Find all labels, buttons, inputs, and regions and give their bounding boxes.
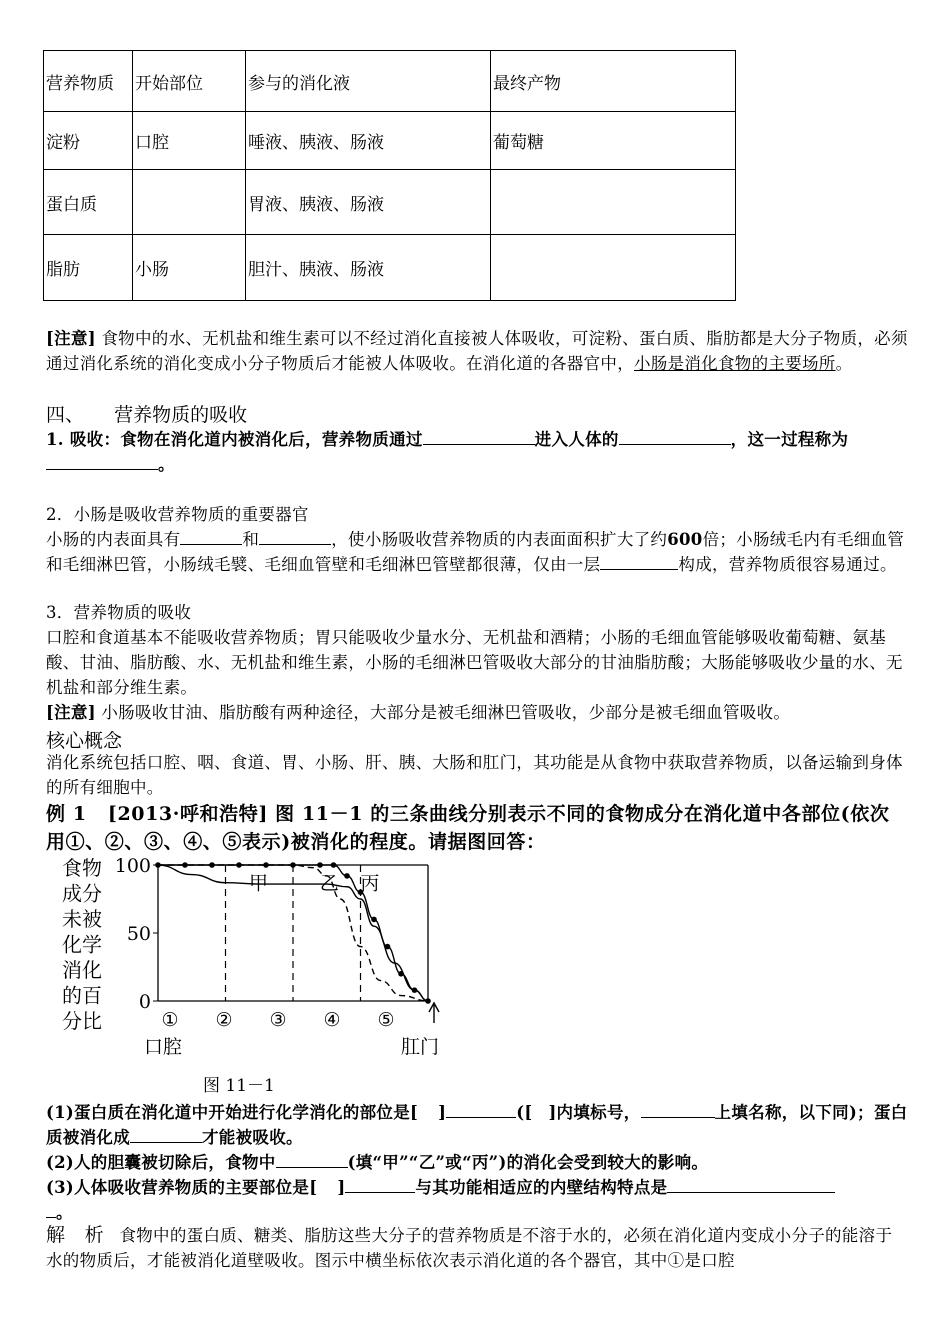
table-header: 营养物质 [44,51,133,112]
answer-blank [130,1126,202,1143]
q1-text-c: ([ [516,1103,533,1122]
item2-text-e: 构成，营养物质很容易通过。 [678,555,897,574]
chart-caption: 图 11－1 [203,1076,275,1096]
question-2 [46,1150,908,1175]
item2-text-c: ，使小肠吸收营养物质的内表面面积扩大了约 [331,530,668,549]
table-header-row [44,51,736,112]
note-tag: [注意] [46,329,96,348]
table-cell [491,170,736,235]
core-heading: 核心概念 [46,730,123,752]
answer-blank [600,553,678,570]
note-paragraph [46,326,908,376]
answer-blank [423,428,535,445]
core-paragraph: 消化系统包括口腔、咽、食道、胃、小肠、肝、胰、大肠和肛门，其功能是从食物中获取营养物质，以备运输到身体的所有细胞中。 [46,753,903,797]
item3-paragraph: 口腔和食道基本不能吸收营养物质；胃只能吸收少量水分、无机盐和酒精；小肠的毛细血管能够吸收葡萄糖、氨基酸、甘油、脂肪酸、水、无机盐和维生素，小肠的毛细淋巴管吸收大部分的甘油脂肪酸；大肠能够吸收少量的水、无机盐和部分维生素。 [46,628,903,697]
xcategory-label: ⑤ [377,1009,395,1031]
answer-blank [667,1176,835,1193]
table-cell: 葡萄糖 [491,112,736,170]
xcategory-label: ② [215,1009,233,1031]
ylabel-line: 未被 [62,907,102,931]
table-header: 最终产物 [491,51,736,112]
item3-title: 3．营养物质的吸收 [46,603,192,622]
item1-text-a: 1. 吸收：食物在消化道内被消化后，营养物质通过 [46,430,423,449]
series-point-丙 [425,998,431,1004]
table-cell: 唾液、胰液、肠液 [246,112,491,170]
analysis-text: 食物中的蛋白质、糖类、脂肪这些大分子的营养物质是不溶于水的，必须在消化道内变成小分子的能溶于水的物质后，才能被消化道壁吸收。图示中横坐标依次表示消化道的各个器官，其中①是口腔 [46,1226,893,1270]
q1-text-b: ] [438,1103,447,1122]
q1-text-f: 才能被吸收。 [202,1128,303,1147]
table-cell: 胃液、胰液、肠液 [246,170,491,235]
ylabel-line: 分比 [62,1009,102,1033]
xcategory-label: ③ [269,1009,287,1031]
q2-text-b: (填“甲”“乙”或“丙”)的消化会受到较大的影响。 [347,1153,709,1172]
q3-text-b: ] [337,1178,346,1197]
note-text: 小肠吸收甘油、脂肪酸有两种途径，大部分是被毛细淋巴管吸收，少部分是被毛细血管吸收。 [101,703,791,722]
series-point-丙 [263,862,269,868]
table-cell: 胆汁、胰液、肠液 [246,235,491,301]
table-row [44,170,736,235]
table-cell: 蛋白质 [44,170,133,235]
q1-text-d: ]内填标号， [548,1103,641,1122]
item2-paragraph [46,527,908,577]
series-line-丙 [158,865,428,1001]
analysis-paragraph [46,1223,908,1273]
item2-number: 600 [667,530,703,549]
note2-paragraph [46,700,908,725]
series-line-乙 [158,865,428,1001]
answer-blank [345,1176,415,1193]
item2-text-d: 倍；小肠绒毛内有毛细血管和毛细淋巴管，小肠绒毛襞、毛细血管壁和毛细淋巴管壁都很薄，仅由一层 [46,530,905,574]
note-text: 食物中的水、无机盐和维生素可以不经过消化直接被人体吸收，可淀粉、蛋白质、脂肪都是大分子物质，必须通过消化系统的消化变成小分子物质后才能被人体吸收。在消化道的各器官中， [46,329,908,373]
chart-yticks [115,855,158,1013]
series-label: 甲 [249,872,269,895]
q3-text-a: (3)人体吸收营养物质的主要部位是[ [46,1178,318,1197]
series-point-丙 [385,944,391,950]
question-3 [46,1175,908,1225]
section-number: 四、 [46,404,85,426]
series-point-丙 [236,862,242,868]
item2-text-a: 小肠的内表面具有 [46,530,181,549]
table-cell: 口腔 [133,112,246,170]
answer-blank [276,1151,348,1168]
series-point-丙 [209,862,215,868]
ylabel-line: 化学 [62,932,102,957]
chart-series [155,862,431,1004]
ytick-label: 100 [114,855,151,877]
q2-text-a: (2)人的胆囊被切除后，食物中 [46,1153,276,1172]
region-label-anus: 肛门 [400,1036,440,1058]
table-cell: 小肠 [133,235,246,301]
chart-region-dividers [226,865,361,1001]
example-source: [2013·呼和浩特] [107,803,268,825]
q1-text-e: 上填名称，以下同)；蛋白质被消化成 [46,1103,908,1147]
xcategory-label: ④ [323,1009,341,1031]
ytick-label: 50 [126,923,151,945]
series-point-丙 [290,862,296,868]
series-point-丙 [344,873,350,879]
chart-ylabel [62,856,102,1033]
section-title: 营养物质的吸收 [114,404,248,426]
series-label: 乙 [319,872,339,895]
item1-text-c: ，这一过程称为 [730,430,849,449]
item2-title: 2．小肠是吸收营养物质的重要器官 [46,505,309,524]
table-cell [133,170,246,235]
question-1 [46,1100,908,1150]
item1-text-b: 进入人体的 [534,430,619,449]
note-end: 。 [835,354,853,373]
note-underlined: 小肠是消化食物的主要场所 [634,354,836,373]
series-line-甲 [158,865,428,1001]
example-text: 图 11－1 的三条曲线分别表示不同的食物成分在消化道中各部位(依次用①、②、③、④、⑤表示)被消化的程度。请据图回答： [46,803,890,853]
q3-text-c: 与其功能相适应的内壁结构特点是 [415,1178,668,1197]
item1-paragraph [46,427,908,477]
series-label: 丙 [360,872,380,895]
analysis-label: 解 析 [46,1224,104,1246]
item1-text-d: 。 [158,455,175,474]
series-point-丙 [398,971,404,977]
ytick-label: 0 [138,991,151,1013]
table-row [44,235,736,301]
chart-series-labels [249,872,379,894]
note-tag: [注意] [46,703,96,722]
series-point-丙 [331,862,337,868]
series-point-丙 [371,917,377,923]
answer-blank [619,428,731,445]
series-point-丙 [412,987,418,993]
table-cell: 淀粉 [44,112,133,170]
chart-axes [158,865,428,1001]
answer-blank [641,1101,715,1118]
ylabel-line: 消化 [62,958,102,982]
digestion-chart [60,855,480,1100]
nutrient-table [43,50,736,301]
q1-text-a: (1)蛋白质在消化道中开始进行化学消化的部位是[ [46,1103,419,1122]
series-point-丙 [317,862,323,868]
table-header: 参与的消化液 [246,51,491,112]
answer-blank [46,453,158,470]
item2-text-b: 和 [242,530,260,549]
chart-xcategories [144,1003,439,1058]
series-point-丙 [155,862,161,868]
table-row [44,112,736,170]
answer-blank [180,528,242,545]
answer-blank [446,1101,516,1118]
q3-text-d: 。 [56,1203,73,1222]
region-label-mouth: 口腔 [143,1036,183,1058]
table-cell: 脂肪 [44,235,133,301]
section-heading [46,400,247,427]
table-cell [491,235,736,301]
example-paragraph [46,800,908,856]
answer-blank [259,528,331,545]
answer-blank [46,1201,56,1218]
ylabel-line: 食物 [62,856,102,880]
ylabel-line: 成分 [62,881,102,906]
xcategory-label: ① [161,1009,179,1031]
table-header: 开始部位 [133,51,246,112]
example-label: 例 1 [46,803,87,825]
series-point-丙 [182,862,188,868]
ylabel-line: 的百 [62,983,102,1008]
